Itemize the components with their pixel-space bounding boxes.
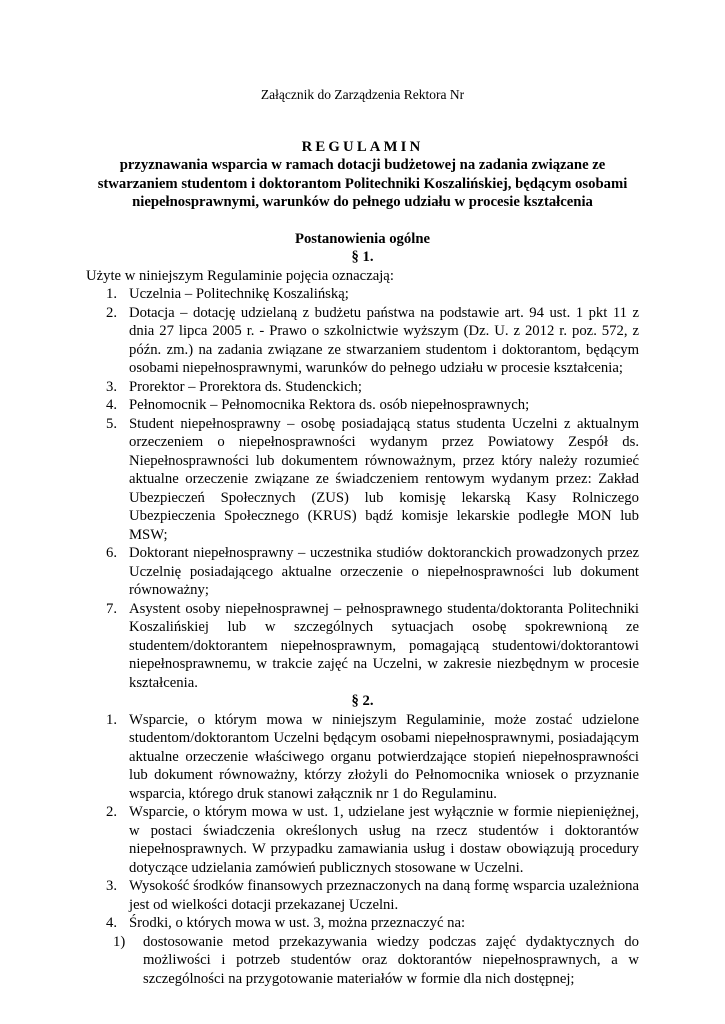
list-item — [86, 803, 639, 877]
item-text: Student niepełnosprawny – osobę posiadającą status studenta Uczelni z aktualnym orzeczeniem o niepełnosprawności wydanym przez Powiatowy Zespół ds. Niepełnosprawności lub dokumentem równoważnym, przez który należy rozumieć aktualne orzeczenie związane ze świadczeniem rentowym wydanym przez: Zakład Ubezpieczeń Społecznych (ZUS) lub komisję lekarską Kasy Rolniczego Ubezpieczenia Społecznego (KRUS) bądź komisje lekarskie podległe MON lub MSW; — [129, 415, 639, 543]
document-subtitle: przyznawania wsparcia w ramach dotacji budżetowej na zadania związane ze stwarzaniem studentom i doktorantom Politechniki Koszalińskiej, będącym osobami niepełnosprawnymi, warunków do pełnego udziału w procesie kształcenia — [97, 157, 628, 210]
list-item — [86, 914, 639, 988]
item-number: 6. — [106, 545, 118, 561]
list-item — [86, 877, 639, 914]
item-number: 4. — [106, 915, 118, 931]
item-text: Uczelnia – Politechnikę Koszalińską; — [129, 286, 349, 302]
item-number: 5. — [106, 415, 118, 432]
item-text: Wysokość środków finansowych przeznaczonych na daną formę wsparcia uzależniona jest od wielkości dotacji przekazanej Uczelni. — [129, 878, 639, 913]
document-title: REGULAMIN — [301, 138, 424, 155]
list-item — [86, 304, 639, 378]
list-item — [86, 600, 639, 693]
item-number: 2. — [106, 804, 118, 820]
item-text: Doktorant niepełnosprawny – uczestnika studiów doktoranckich prowadzonych przez Uczelnię posiadającego aktualne orzeczenie o niepełnosprawności lub dokument równoważny; — [129, 545, 639, 598]
item-text: Dotacja – dotację udzielaną z budżetu państwa na podstawie art. 94 ust. 1 pkt 11 z dnia 27 lipca 2005 r. - Prawo o szkolnictwie wyższym (Dz. U. z 2012 r. poz. 572, z późn. zm.) na zadania związane ze stwarzaniem studentom i doktorantom, będącym osobami niepełnosprawnymi, warunków do pełnego udziału w procesie kształcenia; — [129, 304, 639, 376]
item-number: 1. — [106, 711, 118, 728]
item-text: Asystent osoby niepełnosprawnej – pełnosprawnego studenta/doktoranta Politechniki Koszalińskiej lub w szczególnych sytuacjach osobę spokrewnioną ze studentem/doktorantem niepełnosprawnym, pomagającą studentowi/doktorantowi niepełnosprawnemu, w trakcie zajęć na Uczelni, w zakresie niezbędnym w procesie kształcenia. — [129, 600, 639, 691]
list-item — [86, 711, 639, 804]
support-rules-list — [86, 711, 639, 989]
item-number: 3. — [106, 378, 118, 395]
item-text: Środki, o których mowa w ust. 3, można przeznaczyć na: — [129, 915, 466, 931]
item-number: 7. — [106, 600, 118, 617]
item-text: Wsparcie, o którym mowa w ust. 1, udzielane jest wyłącznie w formie niepieniężnej, w postaci świadczenia określonych usług na rzecz studentów i doktorantów niepełnosprawnych. W przypadku zamawiania usług i dostaw obowiązują procedury dotyczące udzielania zamówień publicznych stosowane w Uczelni. — [129, 804, 639, 876]
item-number: 1. — [106, 286, 118, 302]
item-number: 2. — [106, 304, 118, 321]
item-number: 3. — [106, 878, 118, 894]
section-heading-general: Postanowienia ogólne — [294, 230, 431, 247]
list-item — [86, 285, 639, 304]
sub-list-item — [86, 933, 639, 989]
list-item — [86, 415, 639, 545]
item-text: Pełnomocnik – Pełnomocnika Rektora ds. osób niepełnosprawnych; — [129, 397, 530, 413]
definitions-list — [86, 285, 639, 692]
sub-list-wrapper — [86, 933, 639, 989]
item-text: Wsparcie, o którym mowa w niniejszym Regulaminie, może zostać udzielone studentom/doktorantom Uczelni będącym osobami niepełnosprawnymi, posiadającym aktualne orzeczenie właściwego organu potwierdzające stopień niepełnosprawności lub dokument równoważny, którzy złożyli do Pełnomocnika wniosek o przyznanie wsparcia, którego druk stanowi załącznik nr 1 do Regulaminu. — [129, 711, 639, 802]
definitions-intro: Użyte w niniejszym Regulaminie pojęcia oznaczają: — [86, 267, 394, 284]
funding-purposes-list — [86, 933, 639, 989]
list-item — [86, 544, 639, 600]
item-number: 4. — [106, 397, 118, 413]
paragraph-2-sign: § 2. — [351, 693, 374, 709]
list-item — [86, 378, 639, 397]
sub-item-text: dostosowanie metod przekazywania wiedzy podczas zajęć dydaktycznych do możliwości i potrzeb studentów oraz doktorantów niepełnosprawnych, a w szczególności na przygotowanie materiałów w formie dla nich dostępnej; — [143, 933, 639, 987]
sub-item-number: 1) — [113, 933, 126, 950]
list-item — [86, 396, 639, 415]
annex-header: Załącznik do Zarządzenia Rektora Nr — [260, 87, 465, 102]
item-text: Prorektor – Prorektora ds. Studenckich; — [129, 378, 362, 395]
paragraph-1-sign: § 1. — [351, 249, 374, 265]
